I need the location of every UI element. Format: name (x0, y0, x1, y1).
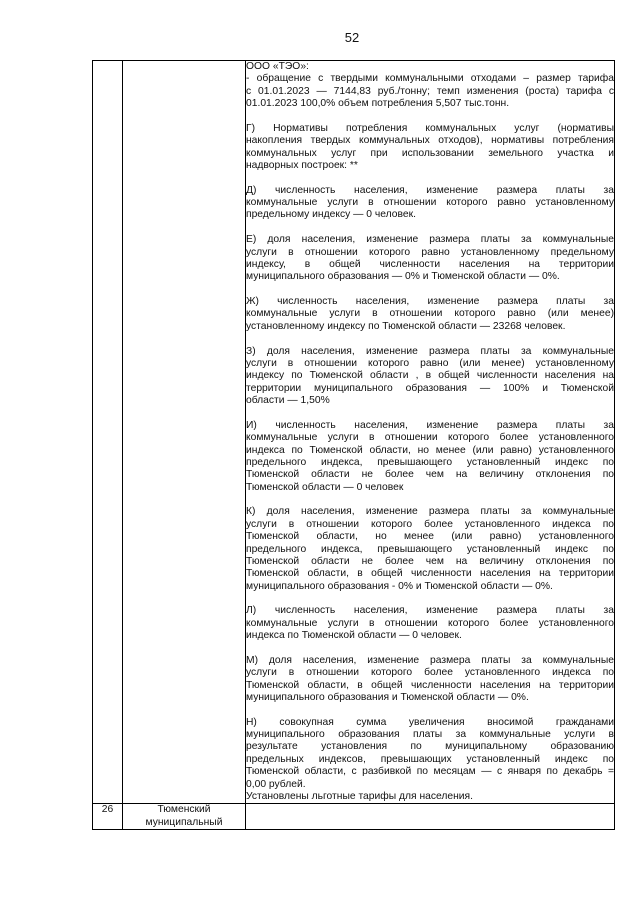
paragraph-m (246, 655, 614, 705)
text-line: результате установления по муниципальному образованию (246, 741, 614, 753)
text-line: коммунальные услуги в отношении которого равно установленному (246, 197, 614, 209)
paragraph-tariff (246, 73, 614, 110)
text-line: 0,00 рублей. (246, 778, 306, 790)
text-line: - обращение с твердыми коммунальными отходами – размер тарифа (246, 73, 614, 85)
text-line: Тюменской области не более чем на величину отклонения по (246, 555, 614, 567)
text-line: муниципального образования — 0% и Тюменской области — 0%. (246, 271, 560, 283)
text-line: М) доля населения, изменение размера платы за коммунальные (246, 654, 614, 666)
text-line: накопления твердых коммунальных отходов), нормативы потребления (246, 135, 614, 147)
text-line: И) численность населения, изменение размера платы за (246, 419, 614, 431)
text-line: области — 1,50% (246, 395, 330, 407)
text-line: Тюменской области, в общей численности населения на территории (246, 679, 614, 691)
text-line: установленному индексу по Тюменской области — 23268 человек. (246, 320, 566, 332)
text-line: Тюменской области не более чем на величину отклонения по (246, 469, 614, 481)
municipality-name-line: Тюменский (157, 804, 211, 816)
paragraph-k (246, 506, 614, 593)
text-line: предельных индексов, превышающих установленный индекс по (246, 753, 614, 765)
text-line: коммунальные услуги в отношении которого равно (или менее) (246, 308, 614, 320)
text-line: надворных построек: ** (246, 159, 358, 171)
text-line: с 01.01.2023 — 7144,83 руб./тонну; темп изменения (роста) тарифа с (246, 85, 614, 97)
table-row (93, 61, 615, 804)
text-line: предельному индексу — 0 человек. (246, 209, 416, 221)
text-line: Е) доля населения, изменение размера платы за коммунальные (246, 234, 614, 246)
paragraph-d (246, 185, 614, 222)
text-line: 01.01.2023 100,0% объем потребления 5,507 тыс.тонн. (246, 98, 510, 110)
text-line: индексу, в общей численности населения на территории (246, 258, 614, 270)
text-line: З) доля населения, изменение размера платы за коммунальные (246, 345, 614, 357)
text-line: услуги в отношении которого более установленного индекса по (246, 518, 614, 530)
table-row (93, 804, 615, 830)
paragraph-n (246, 717, 614, 791)
municipality-name-line: муниципальный (145, 816, 223, 828)
paragraph-zh (246, 296, 614, 333)
text-line: ООО «ТЭО»: (246, 61, 309, 72)
text-line: муниципального образования - 0% и Тюменской области — 0%. (246, 580, 553, 592)
text-line: коммунальных услуг при использовании земельного участка и (246, 147, 614, 159)
page-number: 52 (344, 30, 360, 45)
text-line: Тюменской области, в общей численности населения на территории (246, 568, 614, 580)
text-line: коммунальные услуги в отношении которого более установленного (246, 432, 614, 444)
text-line: Д) численность населения, изменение размера платы за (246, 184, 614, 196)
paragraph-benefits-note (246, 791, 614, 803)
row-number-cell (93, 804, 123, 830)
paragraph-operator (246, 61, 614, 73)
text-line: коммунальные услуги в отношении которого более установленного (246, 617, 614, 629)
text-line: индексу по Тюменской области , в общей численности населения на (246, 370, 614, 382)
text-line: муниципального образования платы за коммунальные услуги в (246, 729, 614, 741)
municipality-cell (123, 61, 246, 804)
text-line: Л) численность населения, изменение размера платы за (246, 605, 614, 617)
municipality-cell (123, 804, 246, 830)
row-number-cell (93, 61, 123, 804)
paragraph-l (246, 605, 614, 642)
text-line: Г) Нормативы потребления коммунальных услуг (нормативы (246, 122, 614, 134)
text-line: Ж) численность населения, изменение размера платы за (246, 296, 614, 308)
data-table (92, 60, 615, 830)
paragraph-i (246, 420, 614, 494)
text-line: предельного индекса, превышающего установленный индекс по (246, 456, 614, 468)
text-line: индекса по Тюменской области, но менее (или равно) установленного (246, 444, 614, 456)
text-line: услуги в отношении которого более установленного индекса по (246, 667, 614, 679)
text-line: К) доля населения, изменение размера платы за коммунальные (246, 506, 614, 518)
details-cell (246, 61, 615, 804)
text-line: индекса по Тюменской области — 0 человек. (246, 630, 462, 642)
paragraph-e (246, 234, 614, 284)
text-line: Н) совокупная сумма увеличения вносимой гражданами (246, 716, 614, 728)
text-line: услуги в отношении которого равно (или менее) установленному (246, 357, 614, 369)
paragraph-z (246, 346, 614, 408)
text-line: услуги в отношении которого равно установленному предельному (246, 246, 614, 258)
text-line: Тюменской области, но менее (или равно) установленного (246, 531, 614, 543)
text-line: Установлены льготные тарифы для населения. (246, 790, 473, 802)
text-line: предельного индекса, превышающего установленный индекс по (246, 543, 614, 555)
text-line: территории муниципального образования — 100% и Тюменской (246, 382, 614, 394)
details-cell (246, 804, 615, 830)
text-line: Тюменской области — 0 человек (246, 481, 404, 493)
text-line: Тюменской области, с разбивкой по месяцам — с января по декабрь = (246, 766, 614, 778)
row-number: 26 (101, 804, 114, 816)
paragraph-g (246, 123, 614, 173)
text-line: муниципального образования и Тюменской области — 0%. (246, 691, 529, 703)
